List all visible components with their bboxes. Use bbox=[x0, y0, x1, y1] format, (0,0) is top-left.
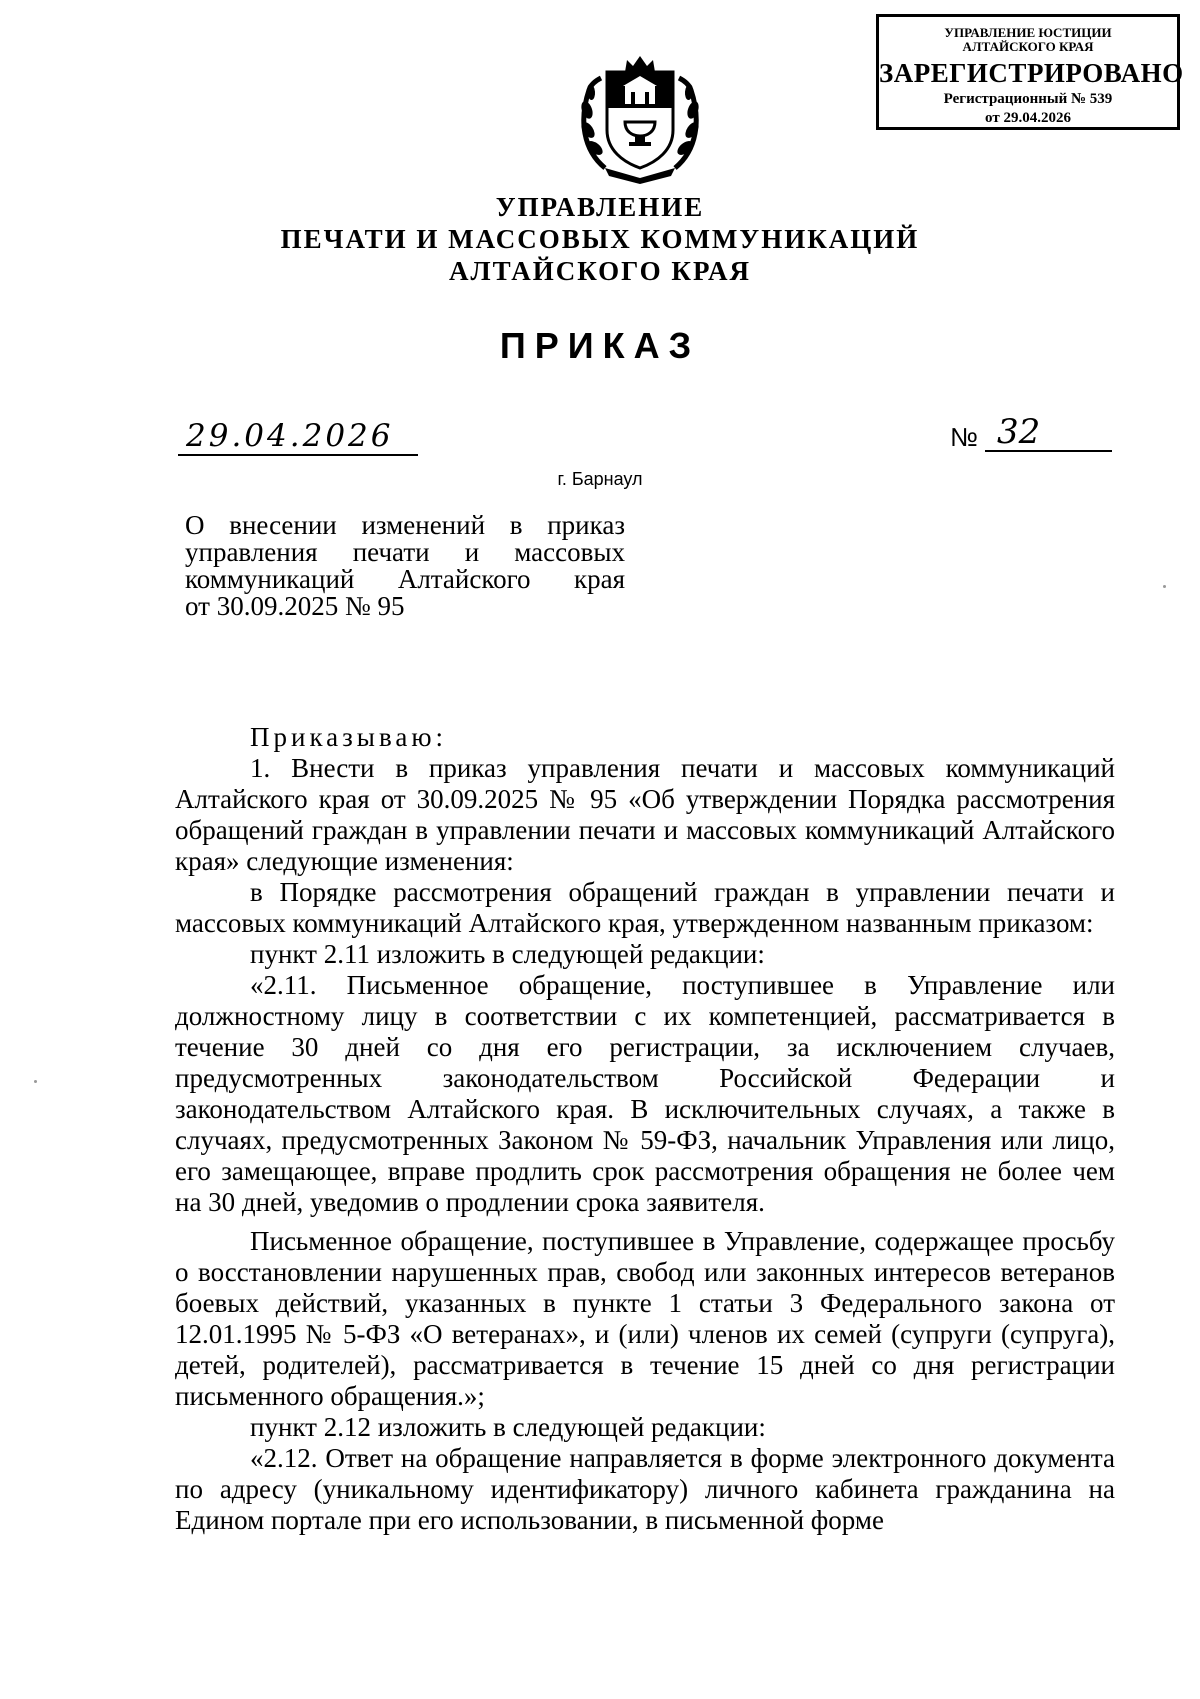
document-body bbox=[175, 722, 1115, 1536]
document-city: г. Барнаул bbox=[557, 469, 643, 489]
body-paragraph: «2.11. Письменное обращение, поступившее в Управление или должностному лицу в соответствии с их компетенцией, рассматривается в течение 30 дней со дня его регистрации, за исключением случаев, предусмотренных законодательством Российской Федерации и законодательством Алтайского края. В исключительных случаях, а также в случаях, предусмотренных Законом № 59-ФЗ, начальник Управления или лицо, его замещающее, вправе продлить срок рассмотрения обращения не более чем на 30 дней, уведомив о продлении срока заявителя. bbox=[175, 970, 1115, 1217]
org-name-line3: АЛТАЙСКОГО КРАЯ bbox=[448, 256, 752, 286]
subject-line: О внесении изменений в приказ bbox=[185, 510, 625, 540]
body-paragraph: «2.12. Ответ на обращение направляется в форме электронного документа по адресу (уникальному идентификатору) личного кабинета гражданина на Едином портале при его использовании, в письменной форме bbox=[175, 1443, 1115, 1535]
stamp-reg-number: Регистрационный № 539 bbox=[943, 91, 1113, 107]
body-paragraph: Письменное обращение, поступившее в Управление, содержащее просьбу о восстановлении нарушенных прав, свобод или законных интересов ветеранов боевых действий, указанных в пункте 1 статьи 3 Федерального закона от 12.01.1995 № 5-ФЗ «О ветеранах», и (или) членов их семей (супруги (супруга), детей, родителей), рассматривается в течение 15 дней со дня регистрации письменного обращения.»; bbox=[175, 1226, 1115, 1411]
org-name-line2: ПЕЧАТИ И МАССОВЫХ КОММУНИКАЦИЙ bbox=[280, 224, 920, 254]
registration-stamp bbox=[876, 14, 1184, 130]
order-word: Приказываю: bbox=[250, 722, 447, 752]
body-paragraph: пункт 2.12 изложить в следующей редакции: bbox=[250, 1412, 766, 1442]
document-number-label: № bbox=[950, 422, 978, 452]
body-paragraph: 1. Внести в приказ управления печати и массовых коммуникаций Алтайского края от 30.09.2025 № 95 «Об утверждении Порядка рассмотрения обращений граждан в управлении печати и массовых коммуникаций Алтайского края» следующие изменения: bbox=[175, 753, 1115, 876]
stamp-status: ЗАРЕГИСТРИРОВАНО bbox=[879, 58, 1184, 88]
document-date-field bbox=[178, 418, 420, 458]
scan-artifact bbox=[34, 1080, 37, 1083]
subject-line: коммуникаций Алтайского края bbox=[185, 564, 625, 594]
body-paragraph: пункт 2.11 изложить в следующей редакции: bbox=[250, 939, 765, 969]
body-paragraph: в Порядке рассмотрения обращений граждан в управлении печати и массовых коммуникаций Алтайского края, утвержденном названным приказом: bbox=[175, 877, 1115, 938]
scan-artifact bbox=[1163, 585, 1166, 588]
stamp-authority-line1: УПРАВЛЕНИЕ ЮСТИЦИИ bbox=[944, 25, 1112, 40]
document-type-title: ПРИКАЗ bbox=[499, 325, 701, 366]
stamp-authority-line2: АЛТАЙСКОГО КРАЯ bbox=[962, 39, 1094, 54]
number-underline bbox=[985, 450, 1112, 452]
subject-line: управления печати и массовых bbox=[185, 537, 625, 567]
date-underline bbox=[178, 454, 418, 456]
document-subject bbox=[185, 512, 625, 620]
org-name-line1: УПРАВЛЕНИЕ bbox=[495, 192, 705, 222]
coat-of-arms-icon bbox=[575, 50, 705, 185]
stamp-reg-date: от 29.04.2026 bbox=[985, 110, 1071, 126]
document-number: 32 bbox=[997, 412, 1041, 452]
document-date: 29.04.2026 bbox=[186, 418, 394, 454]
document-number-field bbox=[985, 412, 1113, 454]
subject-line: от 30.09.2025 № 95 bbox=[185, 591, 405, 621]
